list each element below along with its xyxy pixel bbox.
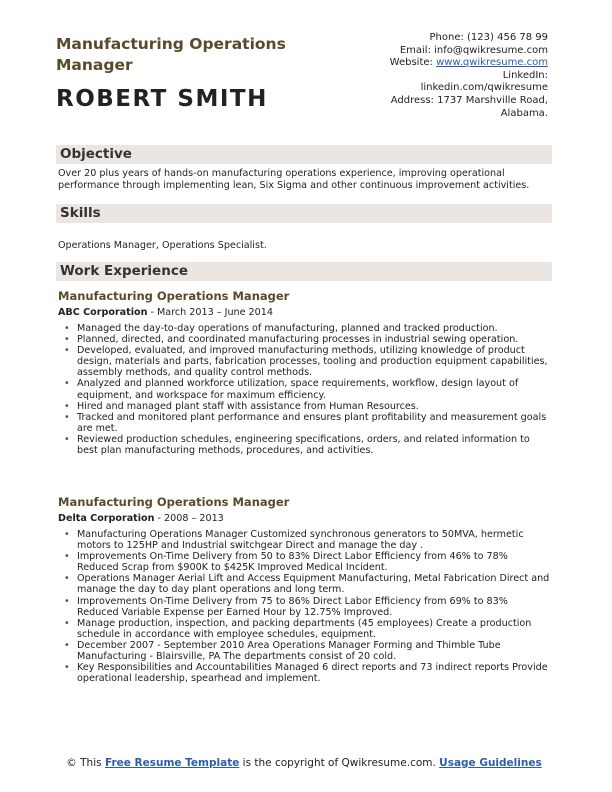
work-experience-section-header [56, 262, 552, 281]
job-bullets [58, 323, 552, 456]
contact-address-line1: Address: 1737 Marshville Road, [390, 94, 548, 106]
list-item: • Reviewed production schedules, engineering specifications, orders, and related information to best plan manufacturing methods, procedures, and activities. [58, 434, 552, 456]
list-item: • Manage production, inspection, and packing departments (45 employees) Create a production schedule in accordance with employee schedules, equipment. [58, 618, 552, 640]
contact-email: Email: info@qwikresume.com [399, 44, 548, 56]
list-item: • Analyzed and planned workforce utilization, space requirements, workflow, design layout of equipment, and workspace for maximum efficiency. [58, 378, 552, 400]
footer-prefix: © This [66, 757, 105, 769]
job-bullets [58, 529, 552, 684]
list-item: • Improvements On-Time Delivery from 75 to 86% Direct Labor Efficiency from 69% to 83% Reduced Variable Expense per Earned Hour by 12.75% Improved. [58, 596, 552, 618]
contact-block [308, 32, 548, 120]
contact-website [308, 57, 548, 70]
list-item: • Developed, evaluated, and improved manufacturing methods, utilizing knowledge of product design, materials and parts, fabrication processes, tooling and production equipment capabilities, assembly methods, and quality control methods. [58, 345, 552, 378]
footer-middle: is the copyright of Qwikresume.com. [239, 757, 440, 769]
candidate-name: ROBERT SMITH [56, 86, 268, 112]
skills-heading: Skills [60, 205, 101, 221]
contact-phone: Phone: (123) 456 78 99 [429, 32, 548, 43]
contact-linkedin-label: LinkedIn: [502, 69, 548, 81]
list-item: • December 2007 - September 2010 Area Operations Manager Forming and Thimble Tube Manufacturing - Blairsville, PA The departments consist of 20 cold. [58, 640, 552, 662]
job-dates: - March 2013 – June 2014 [147, 307, 273, 318]
free-resume-template-link[interactable]: Free Resume Template [104, 757, 240, 769]
usage-guidelines-link[interactable]: Usage Guidelines [439, 757, 542, 769]
list-item: • Tracked and monitored plant performance and ensures plant profitability and measurement goals are met. [58, 412, 552, 434]
objective-text: Over 20 plus years of hands-on manufacturing operations experience, improving operational performance through implementing lean, Six Sigma and other continuous improvement activities. [58, 168, 530, 191]
company-name: ABC Corporation [58, 307, 148, 318]
list-item: • Hired and managed plant staff with assistance from Human Resources. [58, 401, 552, 412]
resume-title: Manufacturing Operations Manager [56, 35, 286, 74]
website-label: Website: [389, 57, 437, 69]
list-item: • Key Responsibilities and Accountabilities Managed 6 direct reports and 73 indirect reports Provide operational leadership, spearhead and implement. [58, 662, 552, 684]
list-item: • Manufacturing Operations Manager Customized synchronous generators to 50MVA, hermetic motors to 125HP and Industrial switchgear Direct and manage the day . [58, 529, 552, 551]
objective-section-header [56, 145, 552, 164]
contact-linkedin-value: linkedin.com/qwikresume [420, 82, 548, 94]
list-item: • Operations Manager Aerial Lift and Access Equipment Manufacturing, Metal Fabrication Direct and manage the day to day plant operations and long term. [58, 573, 552, 595]
job-company-line [58, 307, 273, 318]
skills-text: Operations Manager, Operations Specialist. [58, 240, 267, 251]
website-link[interactable]: www.qwikresume.com [436, 57, 548, 69]
job-title: Manufacturing Operations Manager [58, 289, 290, 303]
job-title: Manufacturing Operations Manager [58, 495, 290, 509]
list-item: • Planned, directed, and coordinated manufacturing processes in industrial sewing operation. [58, 334, 552, 345]
objective-heading: Objective [60, 146, 132, 162]
contact-address-line2: Alabama. [500, 107, 548, 119]
job-company-line [58, 513, 224, 524]
job-dates: - 2008 – 2013 [154, 513, 224, 524]
list-item: • Managed the day-to-day operations of manufacturing, planned and tracked production. [58, 323, 552, 334]
work-experience-heading: Work Experience [60, 263, 188, 279]
list-item: • Improvements On-Time Delivery from 50 to 83% Direct Labor Efficiency from 46% to 78% Reduced Scrap from $900K to $425K Improved Medical Incident. [58, 551, 552, 573]
skills-section-header [56, 204, 552, 223]
copyright-footer [56, 757, 552, 770]
company-name: Delta Corporation [58, 513, 155, 524]
